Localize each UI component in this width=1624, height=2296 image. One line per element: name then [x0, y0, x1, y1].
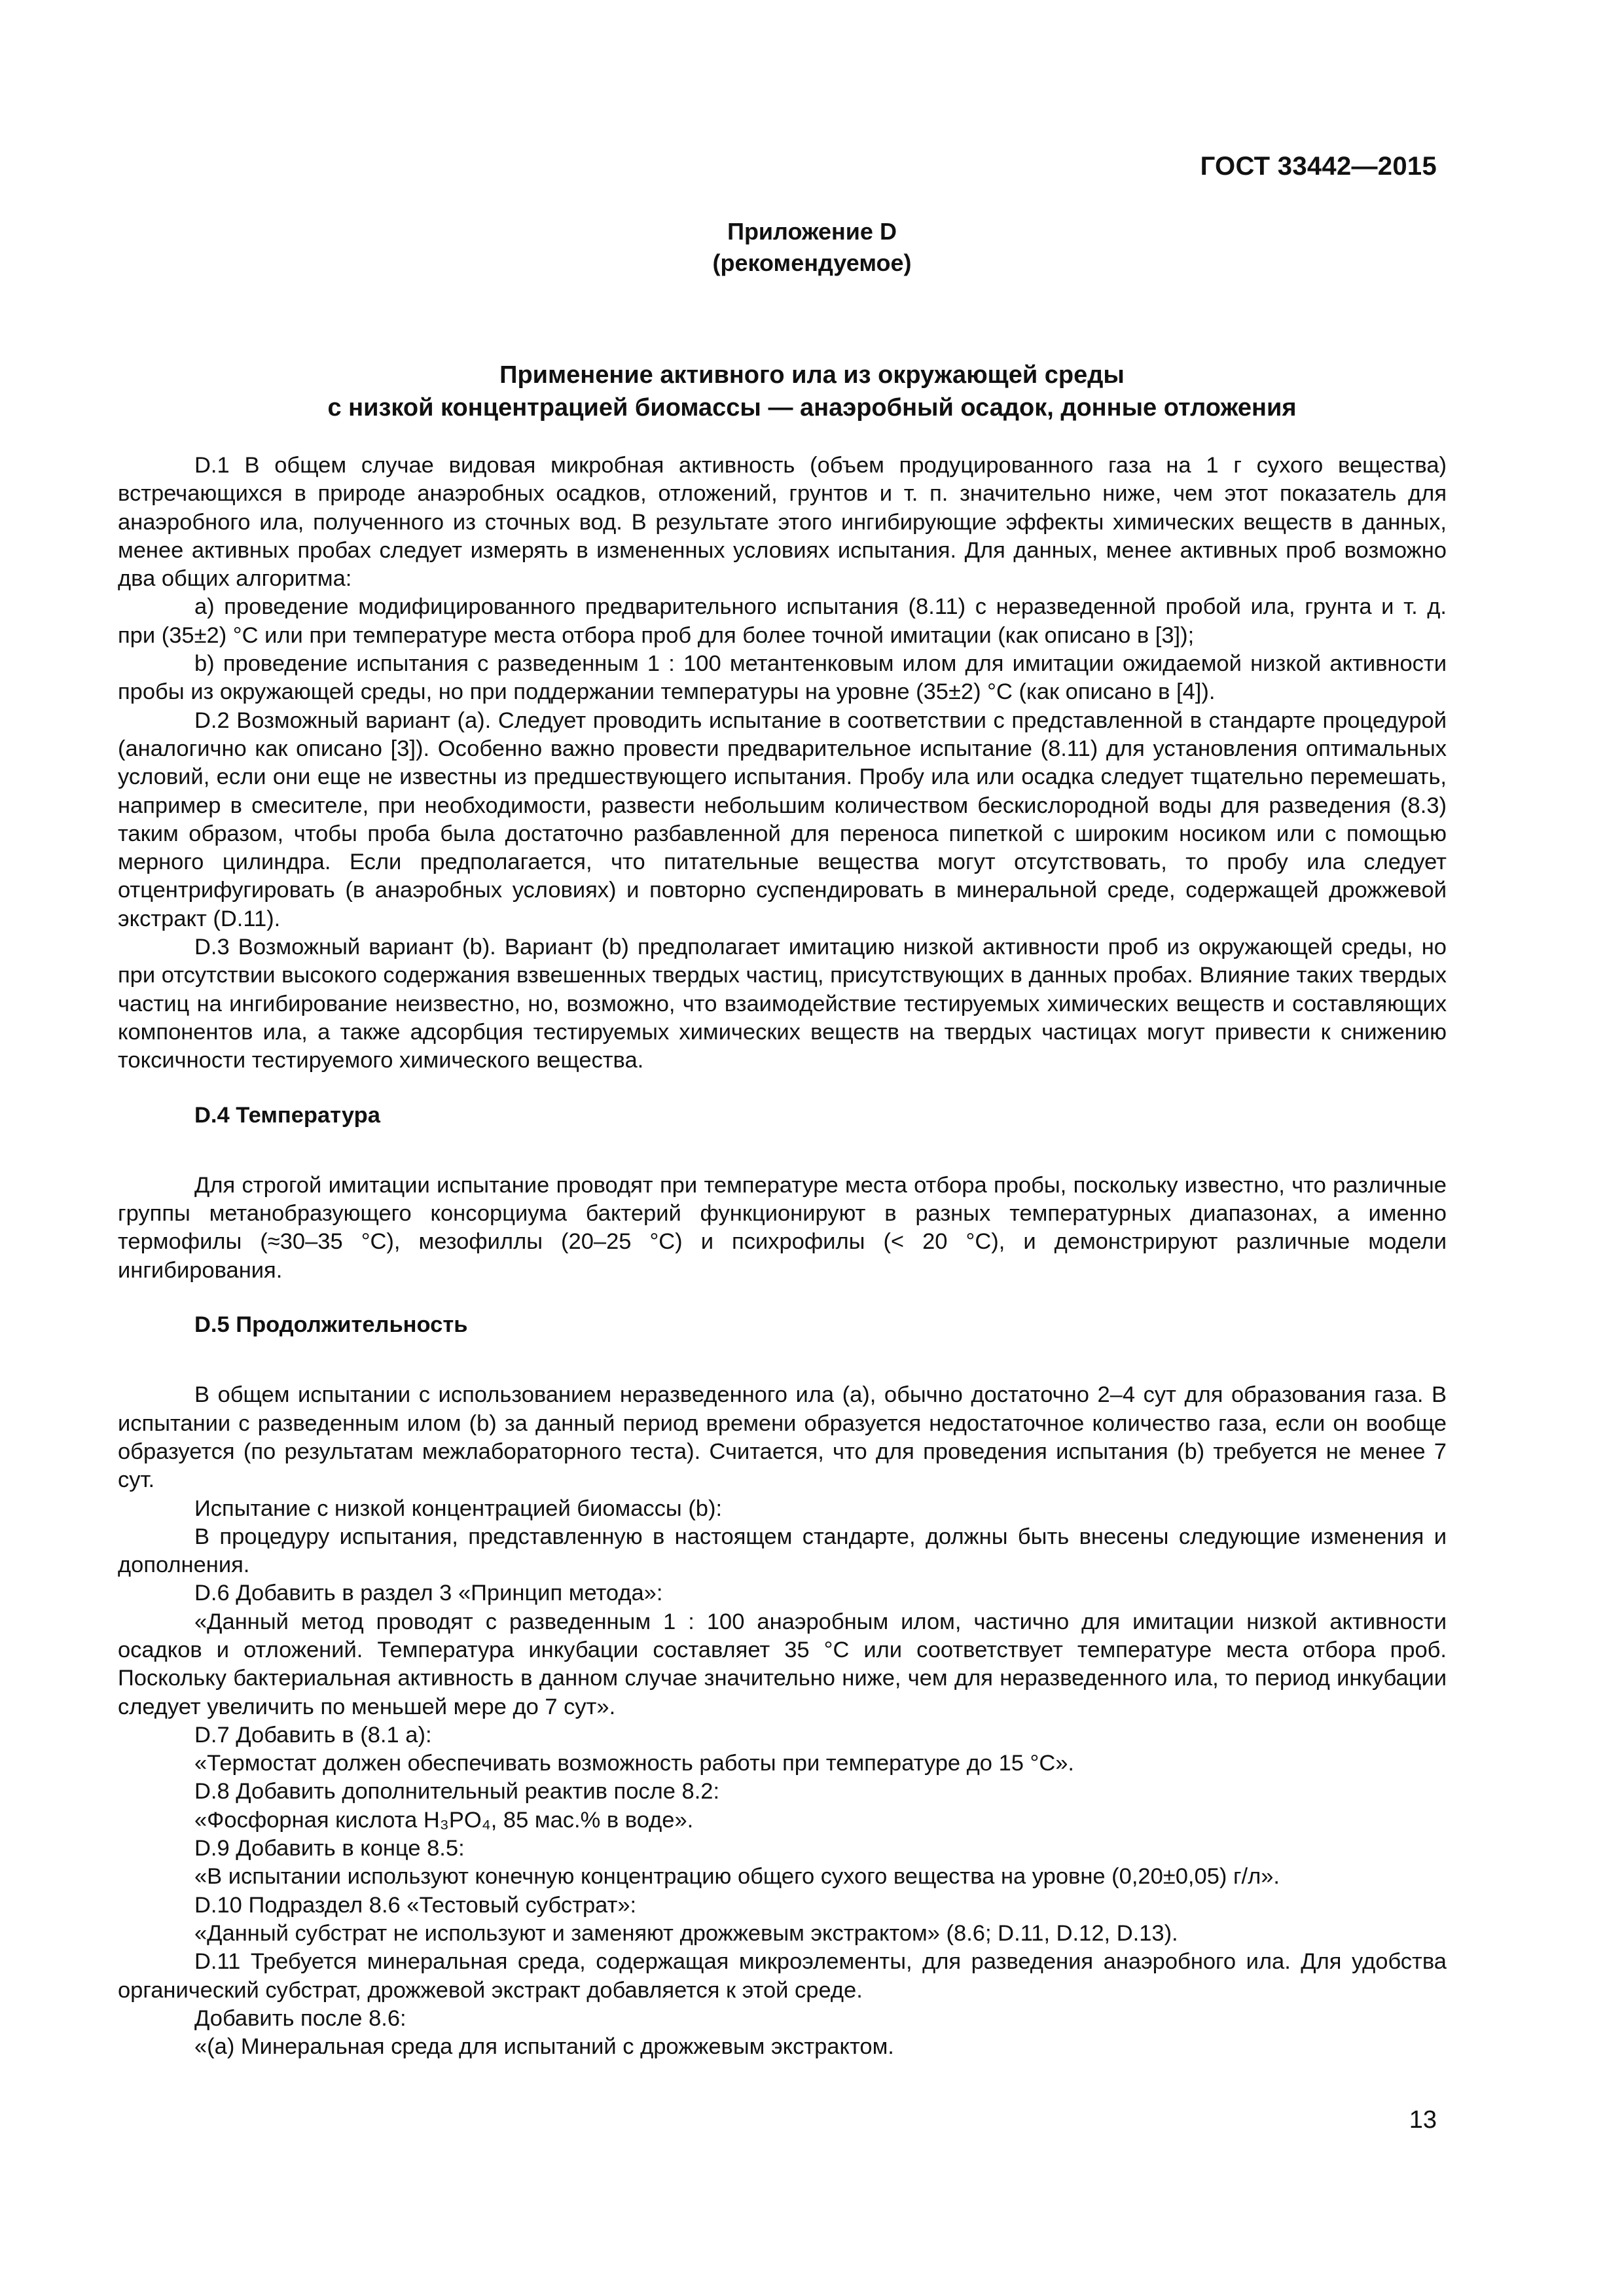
paragraph-d8: D.8 Добавить дополнительный реактив после 8.2: — [194, 1779, 720, 1804]
paragraph-mineral-medium: «(а) Минеральная среда для испытаний с дрожжевым экстрактом. — [194, 2034, 894, 2060]
title-line-1: Применение активного ила из окружающей среды — [499, 361, 1125, 389]
paragraph-temperature: Для строгой имитации испытание проводят при температуре места отбора пробы, поскольку известно, что различные группы метанобразующего консорциума бактерий функционируют в разных температурных диапазонах, а именно термофилы (≈30–35 °С), мезофиллы (20–25 °С) и психрофилы (< 20 °С), и демонстрируют различные модели ингибирования. — [118, 1172, 1447, 1283]
paragraph-option-b: b) проведение испытания с разведенным 1 : 100 метантенковым илом для имитации ожидаемой низкой активности пробы из окружающей среды, но при поддержании температуры на уровне (35±2) °С (как описано в [4]). — [118, 651, 1447, 705]
paragraph-low-biomass: Испытание с низкой концентрацией биомассы (b): — [194, 1496, 723, 1521]
paragraph-add-after: Добавить после 8.6: — [194, 2005, 406, 2031]
paragraph-d9: D.9 Добавить в конце 8.5: — [194, 1836, 465, 1861]
appendix-label: Приложение D — [727, 218, 897, 245]
paragraph-changes: В процедуру испытания, представленную в настоящем стандарте, должны быть внесены следующие изменения и дополнения. — [118, 1524, 1447, 1578]
section-heading-d5: D.5 Продолжительность — [194, 1312, 468, 1338]
paragraph-duration: В общем испытании с использованием неразведенного ила (а), обычно достаточно 2–4 сут для образования газа. В испытании с разведенным илом (b) за данный период времени образуется недостаточное количество газа, если он вообще образуется (по результатам межлабораторного теста). Считается, что для проведения испытания (b) требуется не менее 7 сут. — [118, 1382, 1447, 1493]
paragraph-d7-text: «Термостат должен обеспечивать возможность работы при температуре до 15 °С». — [194, 1751, 1075, 1776]
paragraph-d2: D.2 Возможный вариант (а). Следует проводить испытание в соответствии с представленной в стандарте процедурой (аналогично как описано [3]). Особенно важно провести предварительное испытание (8.11) для установления оптимальных условий, если они еще не известны из предшествующего испытания. Пробу ила или осадка следует тщательно перемешать, например в смесителе, при необходимости, развести небольшим количеством бескислородной воды для разведения (8.3) таким образом, чтобы проба была достаточно разбавленной для переноса пипеткой с широким носиком или с помощью мерного цилиндра. Если предполагается, что питательные вещества могут отсутствовать, то пробу ила следует отцентрифугировать (в анаэробных условиях) и повторно суспендировать в минеральной среде, содержащей дрожжевой экстракт (D.11). — [118, 708, 1447, 931]
paragraph-option-a: a) проведение модифицированного предварительного испытания (8.11) с неразведенной пробой ила, грунта и т. д. при (35±2) °С или при температуре места отбора проб для более точной имитации (как описано в [3]); — [118, 594, 1447, 648]
paragraph-d3: D.3 Возможный вариант (b). Вариант (b) предполагает имитацию низкой активности проб из окружающей среды, но при отсутствии высокого содержания взвешенных твердых частиц, присутствующих в данных пробах. Влияние таких твердых частиц на ингибирование неизвестно, но, возможно, что взаимодействие тестируемых химических веществ и составляющих компонентов ила, а также адсорбция тестируемых химических веществ на твердых частицах могут привести к снижению токсичности тестируемого химического вещества. — [118, 935, 1447, 1073]
paragraph-d9-text: «В испытании используют конечную концентрацию общего сухого вещества на уровне (0,20±0,05) г/л». — [194, 1864, 1280, 1890]
paragraph-d1: D.1 В общем случае видовая микробная активность (объем продуцированного газа на 1 г сухого вещества) встречающихся в природе анаэробных осадков, отложений, грунтов и т. п. значительно ниже, чем этот показатель для анаэробного ила, полученного из сточных вод. В результате этого ингибирующие эффекты химических веществ в данных, менее активных пробах следует измерять в измененных условиях испытания. Для данных, менее активных проб возможно два общих алгоритма: — [118, 453, 1447, 592]
paragraph-d11: D.11 Требуется минеральная среда, содержащая микроэлементы, для разведения анаэробного ила. Для удобства органический субстрат, дрожжевой экстракт добавляется к этой среде. — [118, 1949, 1447, 2003]
paragraph-d10-text: «Данный субстрат не используют и заменяют дрожжевым экстрактом» (8.6; D.11, D.12, D.13). — [194, 1920, 1178, 1946]
section-heading-d4: D.4 Температура — [194, 1102, 380, 1128]
page-number: 13 — [1409, 2106, 1437, 2134]
paragraph-d8-text: «Фосфорная кислота H₃PO₄, 85 мас.% в воде». — [194, 1807, 694, 1833]
appendix-heading — [0, 216, 1624, 279]
body-text — [118, 452, 1447, 2061]
appendix-title — [118, 359, 1506, 424]
appendix-status: (рекомендуемое) — [712, 249, 912, 276]
paragraph-d7: D.7 Добавить в (8.1 а): — [194, 1722, 432, 1748]
paragraph-d6: D.6 Добавить в раздел 3 «Принцип метода»: — [194, 1581, 663, 1606]
paragraph-d6-text: «Данный метод проводят с разведенным 1 : 100 анаэробным илом, частично для имитации низкой активности осадков и отложений. Температура инкубации составляет 35 °С или соответствует температуре места отбора проб. Поскольку бактериальная активность в данном случае значительно ниже, чем для неразведенного ила, то период инкубации следует увеличить по меньшей мере до 7 сут». — [118, 1609, 1447, 1719]
title-line-2: с низкой концентрацией биомассы — анаэробный осадок, донные отложения — [327, 394, 1297, 422]
standard-number: ГОСТ 33442—2015 — [1200, 152, 1437, 181]
paragraph-d10: D.10 Подраздел 8.6 «Тестовый субстрат»: — [194, 1892, 637, 1918]
